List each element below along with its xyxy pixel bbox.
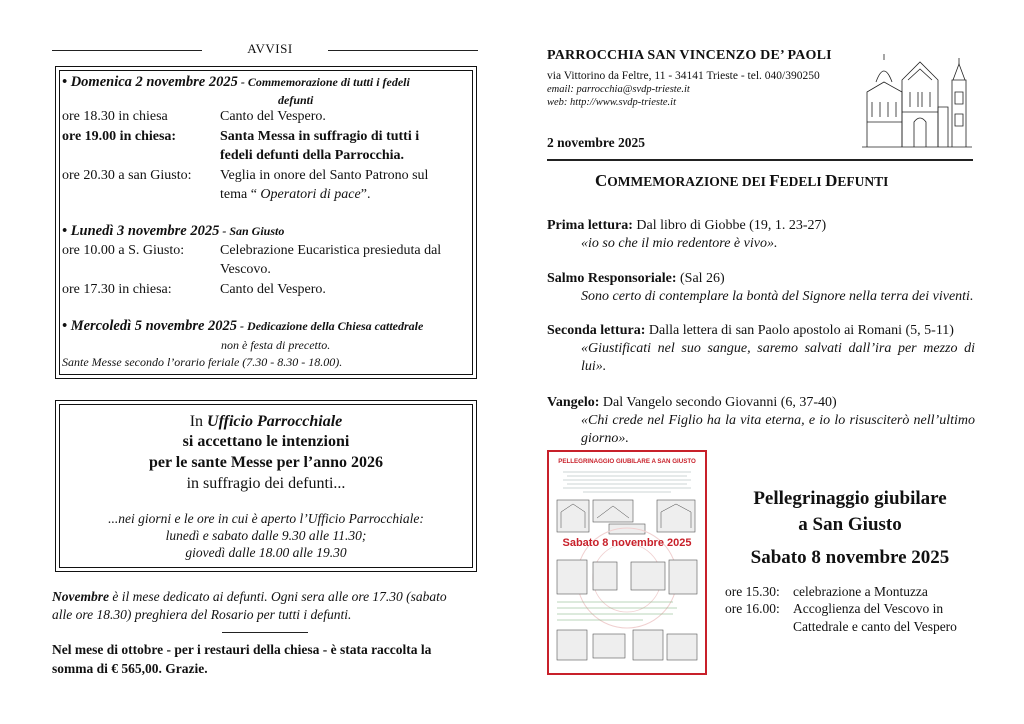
avvisi-rule-right — [328, 50, 478, 51]
pilgrimage-title: Pellegrinaggio giubilare — [753, 488, 947, 509]
pilgrimage-title: a San Giusto — [798, 514, 902, 535]
reading-block: Salmo Responsoriale: (Sal 26) Sono certo di contemplare la bontà del Signore nella terra dei viventi. — [547, 271, 974, 304]
reading-block: Seconda lettura: Dalla lettera di san Paolo apostolo ai Romani (5, 5-11) «Giustificati nel suo sangue, saremo salvati dall’ira per mezzo di lui». — [547, 323, 975, 374]
bulletin-date: 2 novembre 2025 — [547, 135, 645, 150]
event-title: • Lunedì 3 novembre 2025 - San Giusto — [62, 223, 285, 239]
ufficio-hours: lunedì e sabato dalle 9.30 alle 11.30; — [165, 528, 367, 543]
church-drawing-icon — [862, 52, 974, 152]
event-title-cont: defunti — [278, 93, 314, 107]
parish-address: via Vittorino da Feltre, 11 - 34141 Trieste - tel. 040/390250 — [547, 70, 820, 82]
ufficio-hours: ...nei giorni e le ore in cui è aperto l’Ufficio Parrocchiale: — [108, 511, 424, 526]
schedule-row: ore 20.30 a san Giusto: Veglia in onore del Santo Patrono sul tema “ Operatori di pace”. — [62, 168, 429, 202]
parish-name: PARROCCHIA SAN VINCENZO DE’ PAOLI — [547, 48, 832, 63]
parish-email: email: parrocchia@svdp-trieste.it — [547, 84, 690, 95]
schedule-row: ore 19.00 in chiesa: Santa Messa in suffragio di tutti i fedeli defunti della Parrocchia. — [62, 129, 420, 163]
ufficio-box — [55, 400, 477, 572]
poster-artwork — [553, 468, 701, 668]
ufficio-line: In Ufficio Parrocchiale — [189, 413, 343, 430]
ufficio-line: in suffragio dei defunti... — [186, 475, 346, 492]
ufficio-line: si accettano le intenzioni — [182, 433, 350, 450]
page-heading: COMMEMORAZIONE DEI FEDELI DEFUNTI — [595, 171, 889, 190]
pilgrimage-date: Sabato 8 novembre 2025 — [750, 547, 950, 568]
ufficio-line: per le sante Messe per l’anno 2026 — [148, 454, 384, 471]
event-title: • Mercoledì 5 novembre 2025 - Dedicazione della Chiesa cattedrale — [62, 318, 424, 334]
poster-date: Sabato 8 novembre 2025 — [562, 537, 692, 549]
novembre-note: Novembre è il mese dedicato ai defunti. Ogni sera alle ore 17.30 (sabato alle ore 18.30) preghiera del Rosario per tutti i defunti. — [52, 589, 447, 622]
event-note: non è festa di precetto. — [221, 338, 331, 352]
parish-web: web: http://www.svdp-trieste.it — [547, 97, 677, 108]
poster-title: PELLEGRINAGGIO GIUBILARE A SAN GIUSTO — [558, 458, 696, 465]
avvisi-rule-left — [52, 50, 202, 51]
schedule-row: ore 10.00 a S. Giusto: Celebrazione Eucaristica presieduta dal Vescovo. — [62, 243, 442, 277]
pilgrimage-poster — [547, 450, 707, 675]
header-rule — [547, 159, 973, 161]
ufficio-hours: giovedì dalle 18.00 alle 19.30 — [185, 545, 347, 560]
event-title: • Domenica 2 novembre 2025 - Commemorazione di tutti i fedeli — [62, 74, 410, 90]
divider — [222, 632, 308, 633]
reading-block: Vangelo: Dal Vangelo secondo Giovanni (6, 37-40) «Chi crede nel Figlio ha la vita eterna, e io lo risusciterò nell’ultimo giorno». — [547, 395, 975, 446]
event-note: Sante Messe secondo l’orario feriale (7.30 - 8.30 - 18.00). — [62, 355, 343, 369]
avvisi-title: AVVISI — [247, 41, 293, 56]
schedule-row: ore 16.00: Accoglienza del Vescovo in Cattedrale e canto del Vespero — [725, 601, 957, 634]
offerta-note: Nel mese di ottobre - per i restauri della chiesa - è stata raccolta la somma di € 565,00. Grazie. — [52, 642, 432, 676]
reading-block: Prima lettura: Dal libro di Giobbe (19, 1. 23-27) «io so che il mio redentore è vivo». — [547, 218, 827, 251]
